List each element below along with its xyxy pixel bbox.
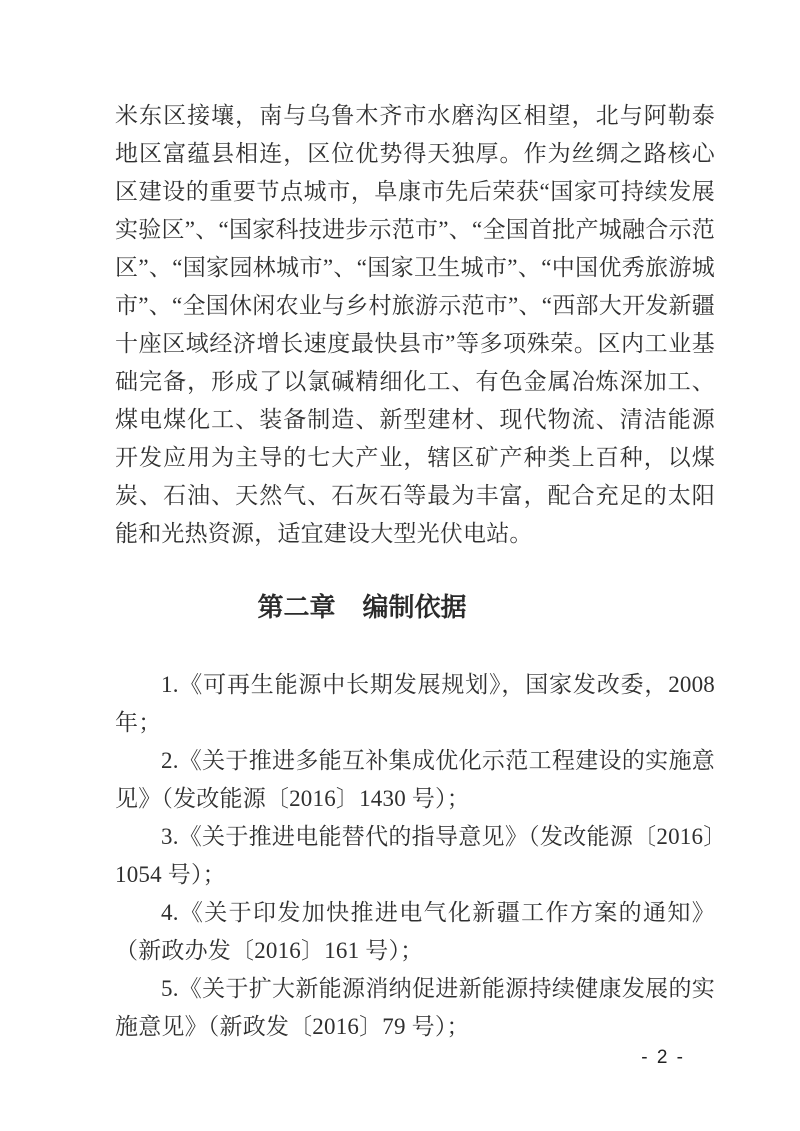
- reference-item-3: 3.《关于推进电能替代的指导意见》（发改能源〔2016〕1054 号）；: [115, 824, 715, 887]
- chapter-number: 第二章: [257, 592, 336, 622]
- reference-item-2: 2.《关于推进多能互补集成优化示范工程建设的实施意见》（发改能源〔2016〕1430 号）；: [115, 748, 715, 811]
- page-number: - 2 -: [641, 1047, 685, 1068]
- page-content: [115, 97, 715, 1046]
- chapter-title: 编制依据: [362, 592, 467, 622]
- reference-item-1: 1.《可再生能源中长期发展规划》，国家发改委，2008 年；: [115, 672, 715, 735]
- page-footer: [641, 1046, 685, 1070]
- reference-item-5: 5.《关于扩大新能源消纳促进新能源持续健康发展的实施意见》（新政发〔2016〕79 号）；: [115, 976, 715, 1039]
- body-paragraph: 米东区接壤，南与乌鲁木齐市水磨沟区相望，北与阿勒泰地区富蕴县相连，区位优势得天独厚。作为丝绸之路核心区建设的重要节点城市，阜康市先后荣获“国家可持续发展实验区”、“国家科技进步示范市”、“全国首批产城融合示范区”、“国家园林城市”、“国家卫生城市”、“中国优秀旅游城市”、“全国休闲农业与乡村旅游示范市”、“西部大开发新疆十座区域经济增长速度最快县市”等多项殊荣。区内工业基础完备，形成了以氯碱精细化工、有色金属冶炼深加工、煤电煤化工、装备制造、新型建材、现代物流、清洁能源开发应用为主导的七大产业，辖区矿产种类上百种，以煤炭、石油、天然气、石灰石等最为丰富，配合充足的太阳能和光热资源，适宜建设大型光伏电站。: [115, 103, 715, 546]
- chapter-heading: [115, 588, 715, 626]
- reference-item-4: 4.《关于印发加快推进电气化新疆工作方案的通知》（新政办发〔2016〕161 号）；: [115, 900, 715, 963]
- reference-list: [115, 666, 715, 1046]
